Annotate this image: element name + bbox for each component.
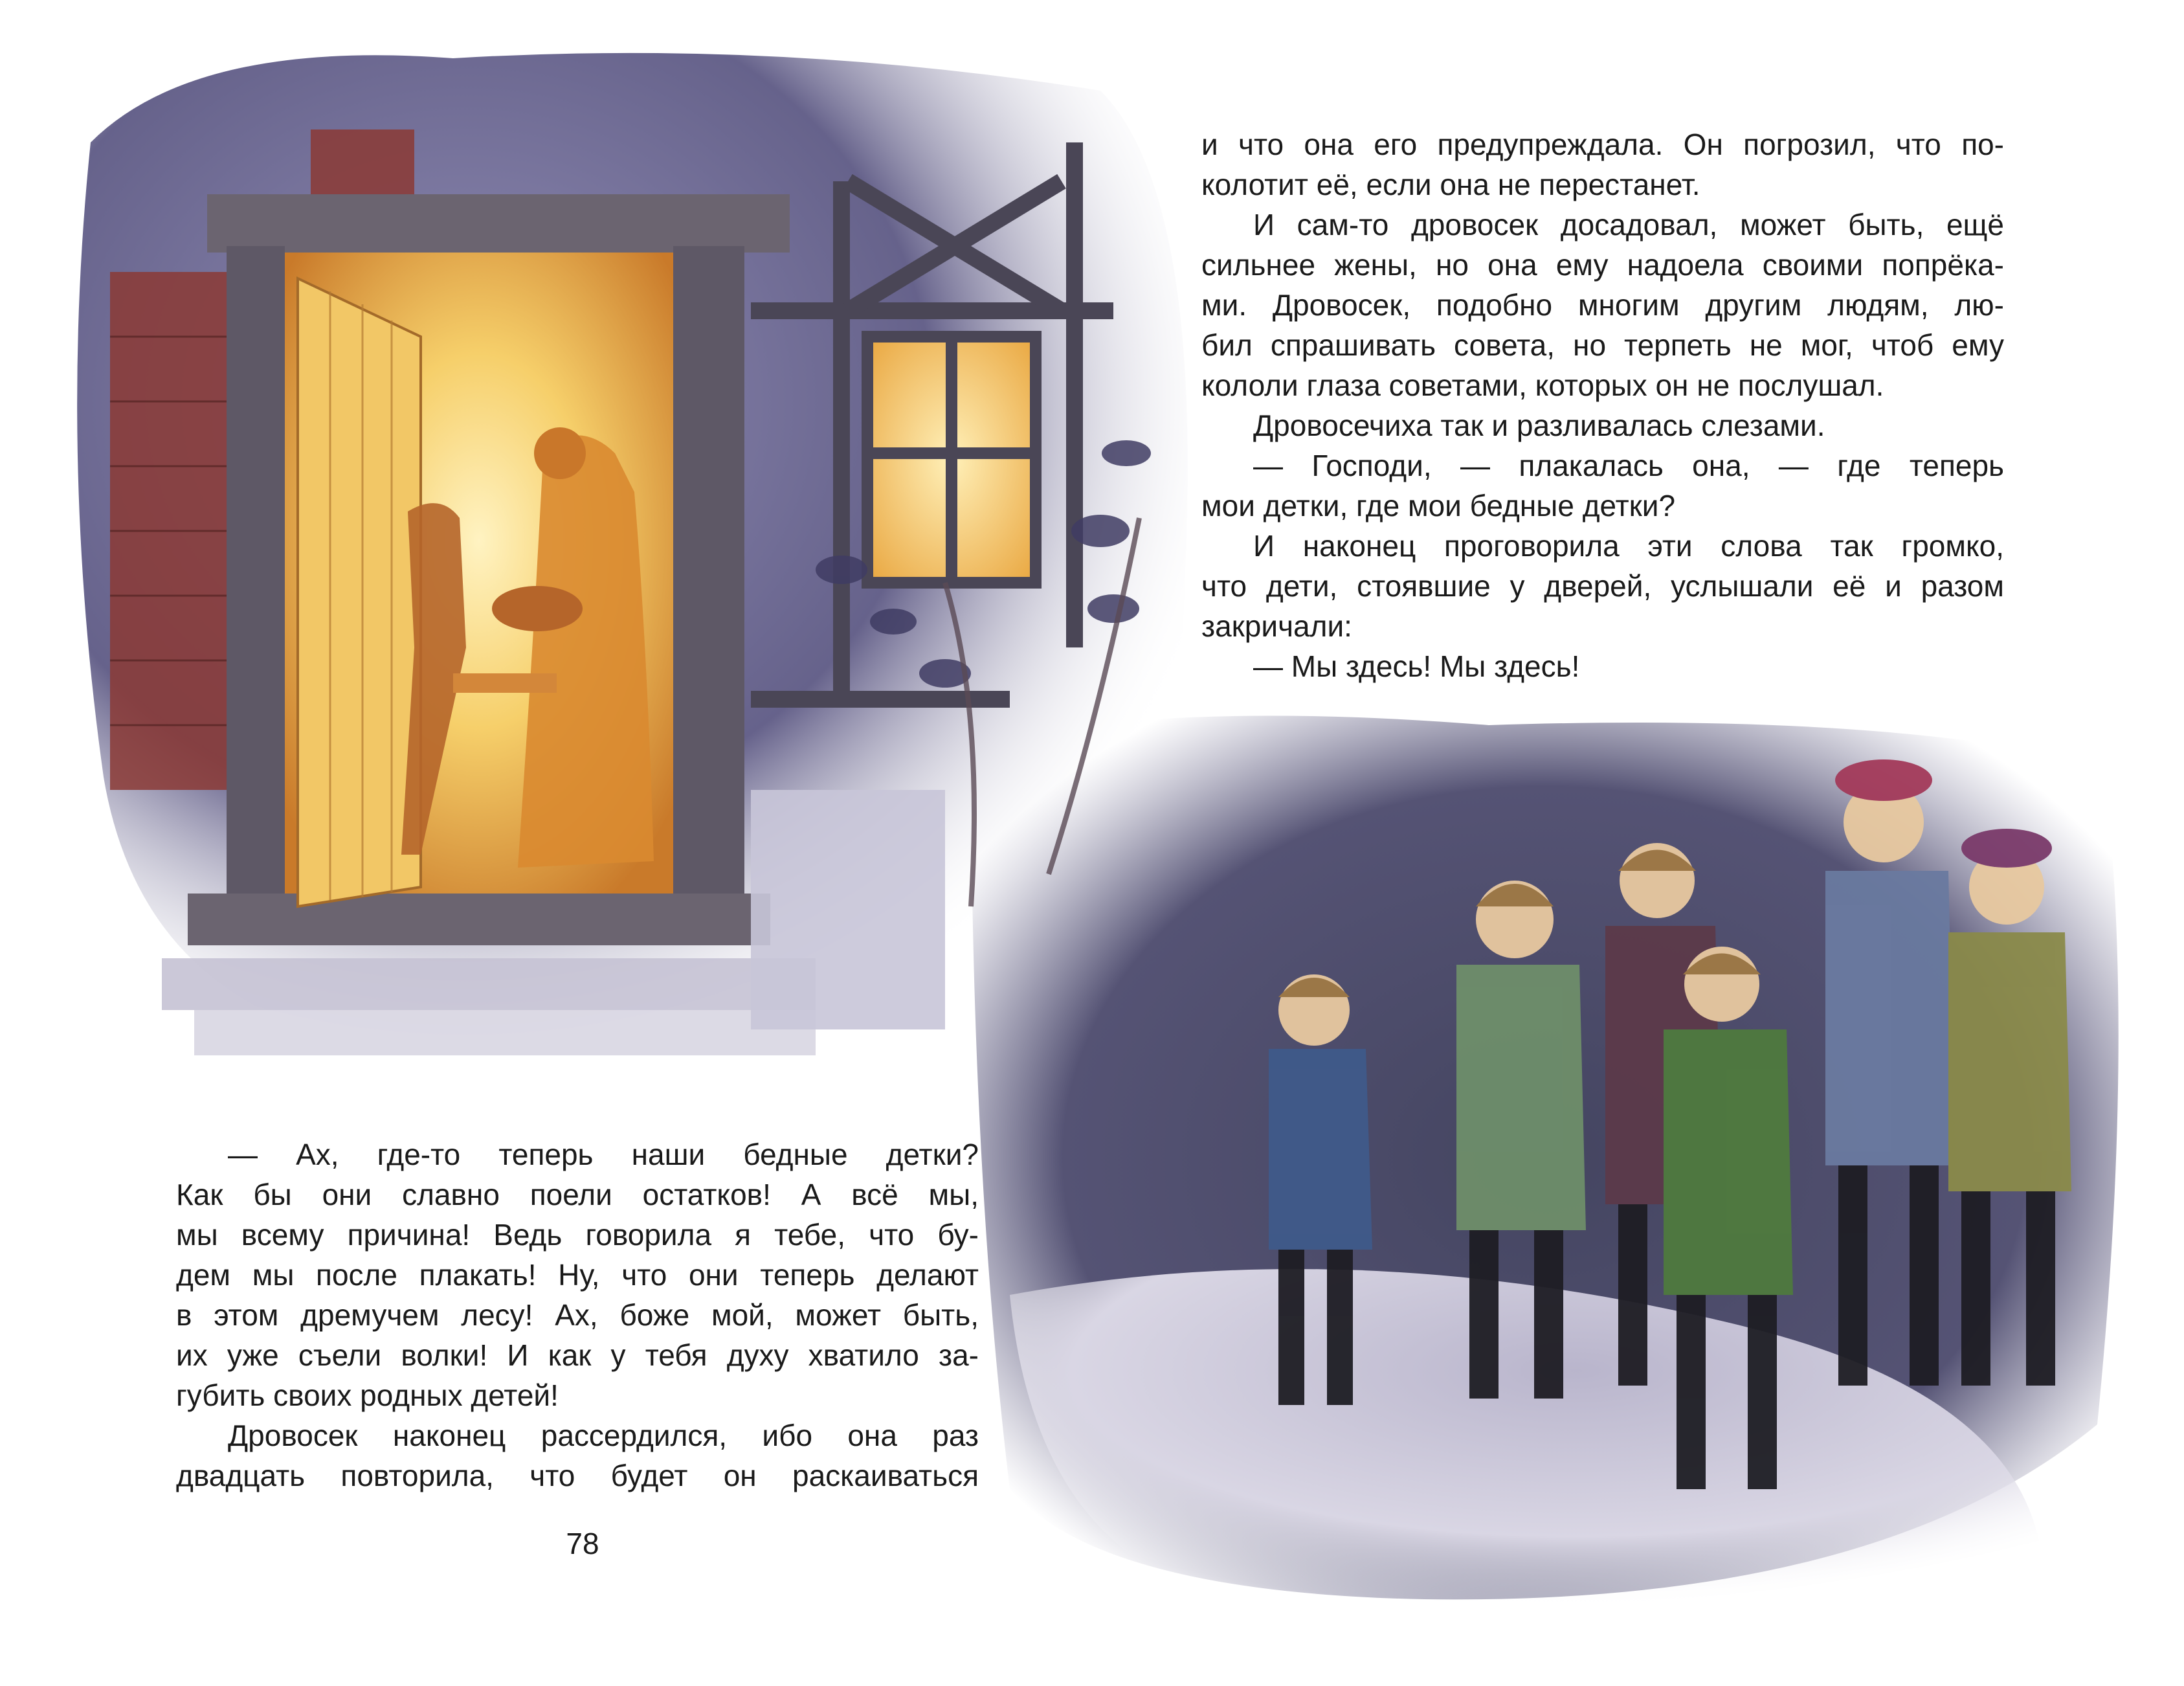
text-line: мы всему причина! Ведь говорила я тебе, что бу- (176, 1218, 979, 1252)
text-column-left (176, 1134, 979, 1496)
text-line: двадцать повторила, что будет он раскаиваться (176, 1459, 979, 1492)
text-line: мои детки, где мои бедные детки? (1201, 489, 1676, 523)
text-line: бил спрашивать совета, но терпеть не мог, чтоб ему (1201, 328, 2004, 362)
text-line: закричали: (1201, 609, 1352, 643)
text-line: сильнее жены, но она ему надоела своими попрёка- (1201, 248, 2004, 282)
text-line: кололи глаза советами, которых он не послушал. (1201, 368, 1884, 402)
text-line: — Господи, — плакалась она, — где теперь (1253, 449, 2004, 482)
text-line: — Мы здесь! Мы здесь! (1253, 649, 1580, 683)
text-line: Как бы они славно поели остатков! А всё мы, (176, 1178, 979, 1211)
text-line: Дровосечиха так и разливалась слезами. (1253, 409, 1825, 442)
text-line: губить своих родных детей! (176, 1378, 559, 1412)
text-column-right (1201, 124, 2004, 686)
text-line: ми. Дровосек, подобно многим другим людям, лю- (1201, 288, 2004, 322)
text-line: колотит её, если она не перестанет. (1201, 168, 1700, 201)
text-line: в этом дремучем лесу! Ах, боже мой, может быть, (176, 1298, 979, 1332)
text-line: что дети, стоявшие у дверей, услышали её и разом (1201, 569, 2004, 603)
text-line: их уже съели волки! И как у тебя духу хватило за- (176, 1338, 979, 1372)
text-line: Дровосек наконец рассердился, ибо она раз (228, 1419, 979, 1452)
text-line: И сам-то дровосек досадовал, может быть, ещё (1253, 208, 2004, 242)
text-line: и что она его предупреждала. Он погрозил, что по- (1201, 128, 2004, 161)
text-line: дем мы после плакать! Ну, что они теперь делают (176, 1258, 979, 1292)
text-line: — Ах, где-то теперь наши бедные детки? (228, 1138, 979, 1171)
page-number: 78 (566, 1527, 599, 1560)
text-line: И наконец проговорила эти слова так громко, (1253, 529, 2004, 563)
